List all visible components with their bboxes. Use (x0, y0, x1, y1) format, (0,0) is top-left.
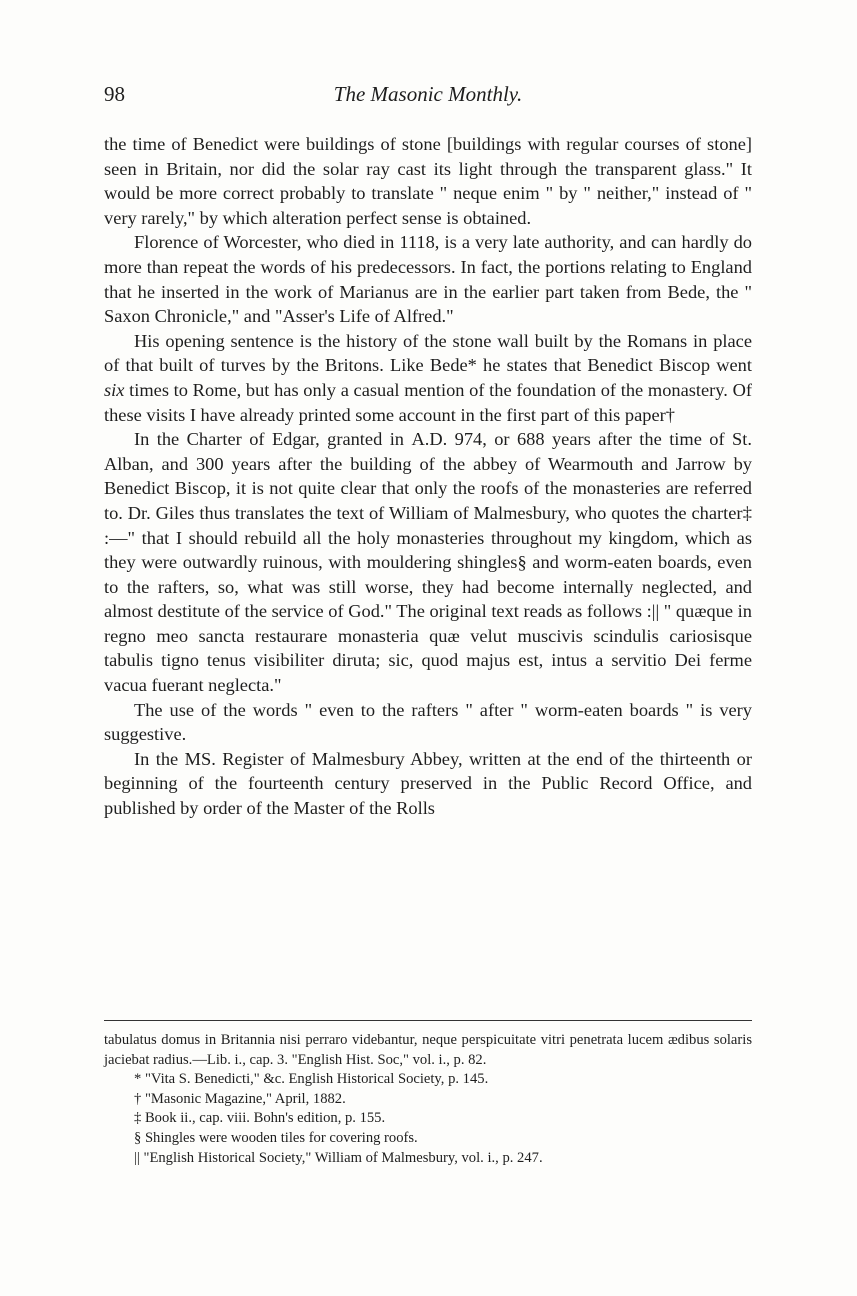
paragraph-4 (104, 427, 752, 698)
body-text (104, 132, 752, 821)
paragraph-3 (104, 329, 752, 427)
paragraph-3-text-a: His opening sentence is the history of the stone wall built by the Romans in place of that built of turves by the Britons. Like Bede* he states that Benedict Biscop went (104, 330, 752, 376)
paragraph-4-text-b: 974, or 688 years after the time of St. Alban, and 300 years after the building of the abbey of Wearmouth and Jarrow by Benedict Biscop, it is not quite clear that only the roofs of the monasteries are referred to. Dr. Giles thus translates the text of William of Malmesbury, who quotes the charter‡ :—" that I should rebuild all the holy monasteries throughout my kingdom, which as they were outwardly ruinous, with mouldering shingles§ and worm-eaten boards, even to the rafters, so, what was still worse, they had become internally neglected, and almost destitute of the service of God." The original text reads as follows :|| " quæque in regno meo sancta restaurare monasteria quæ velut muscivis scindulis cariosisque tabulis tigno tenus visibiliter diruta; sic, quod majus est, intus a servitio Dei ferme vacua fuerant neglecta." (104, 429, 752, 696)
footnote-section: § Shingles were wooden tiles for covering roofs. (134, 1129, 418, 1146)
paragraph-5: The use of the words " even to the rafters " after " worm-eaten boards " is very suggestive. (104, 699, 752, 745)
footnote-asterisk: * "Vita S. Benedicti," &c. English Historical Society, p. 145. (134, 1071, 489, 1088)
page-header (104, 82, 752, 112)
anno-domini: A.D. (411, 429, 448, 450)
footnote-divider (104, 1020, 752, 1021)
footnote-parallel: || "English Historical Society," William of Malmesbury, vol. i., p. 247. (134, 1149, 543, 1166)
emphasis-six: six (104, 379, 125, 400)
footnote-double-dagger: ‡ Book ii., cap. viii. Bohn's edition, p. 155. (134, 1110, 386, 1127)
paragraph-2: Florence of Worcester, who died in 1118, is a very late authority, and can hardly do more than repeat the words of his predecessors. In fact, the portions relating to England that he inserted in the work of Marianus are in the earlier part taken from Bede, the " Saxon Chronicle," and "Asser's Life of Alfred." (104, 232, 752, 327)
footnote-dagger: † "Masonic Magazine," April, 1882. (134, 1090, 346, 1107)
paragraph-1: the time of Benedict were buildings of stone [buildings with regular courses of stone] seen in Britain, nor did the solar ray cast its light through the transparent glass." It would be more correct probably to translate " neque enim " by " neither," instead of " very rarely," by which alteration perfect sense is obtained. (104, 134, 752, 228)
paragraph-6: In the MS. Register of Malmesbury Abbey, written at the end of the thirteenth or beginning of the fourteenth century preserved in the Public Record Office, and published by order of the Master of the Rolls (104, 748, 752, 819)
page-number: 98 (104, 82, 125, 106)
footnote-continuation: tabulatus domus in Britannia nisi perraro videbantur, neque perspicuitate vitri penetrata lucem ædibus solaris jaciebat radius.—Lib. i., cap. 3. "English Hist. Soc," vol. i., p. 82. (104, 1032, 752, 1068)
footnotes (104, 1031, 752, 1168)
paragraph-4-text-a: In the Charter of Edgar, granted in (134, 429, 412, 450)
paragraph-3-text-b: times to Rome, but has only a casual mention of the foundation of the monastery. Of these visits I have already printed some account in the first part of this paper† (104, 379, 752, 425)
running-title: The Masonic Monthly. (333, 82, 523, 106)
